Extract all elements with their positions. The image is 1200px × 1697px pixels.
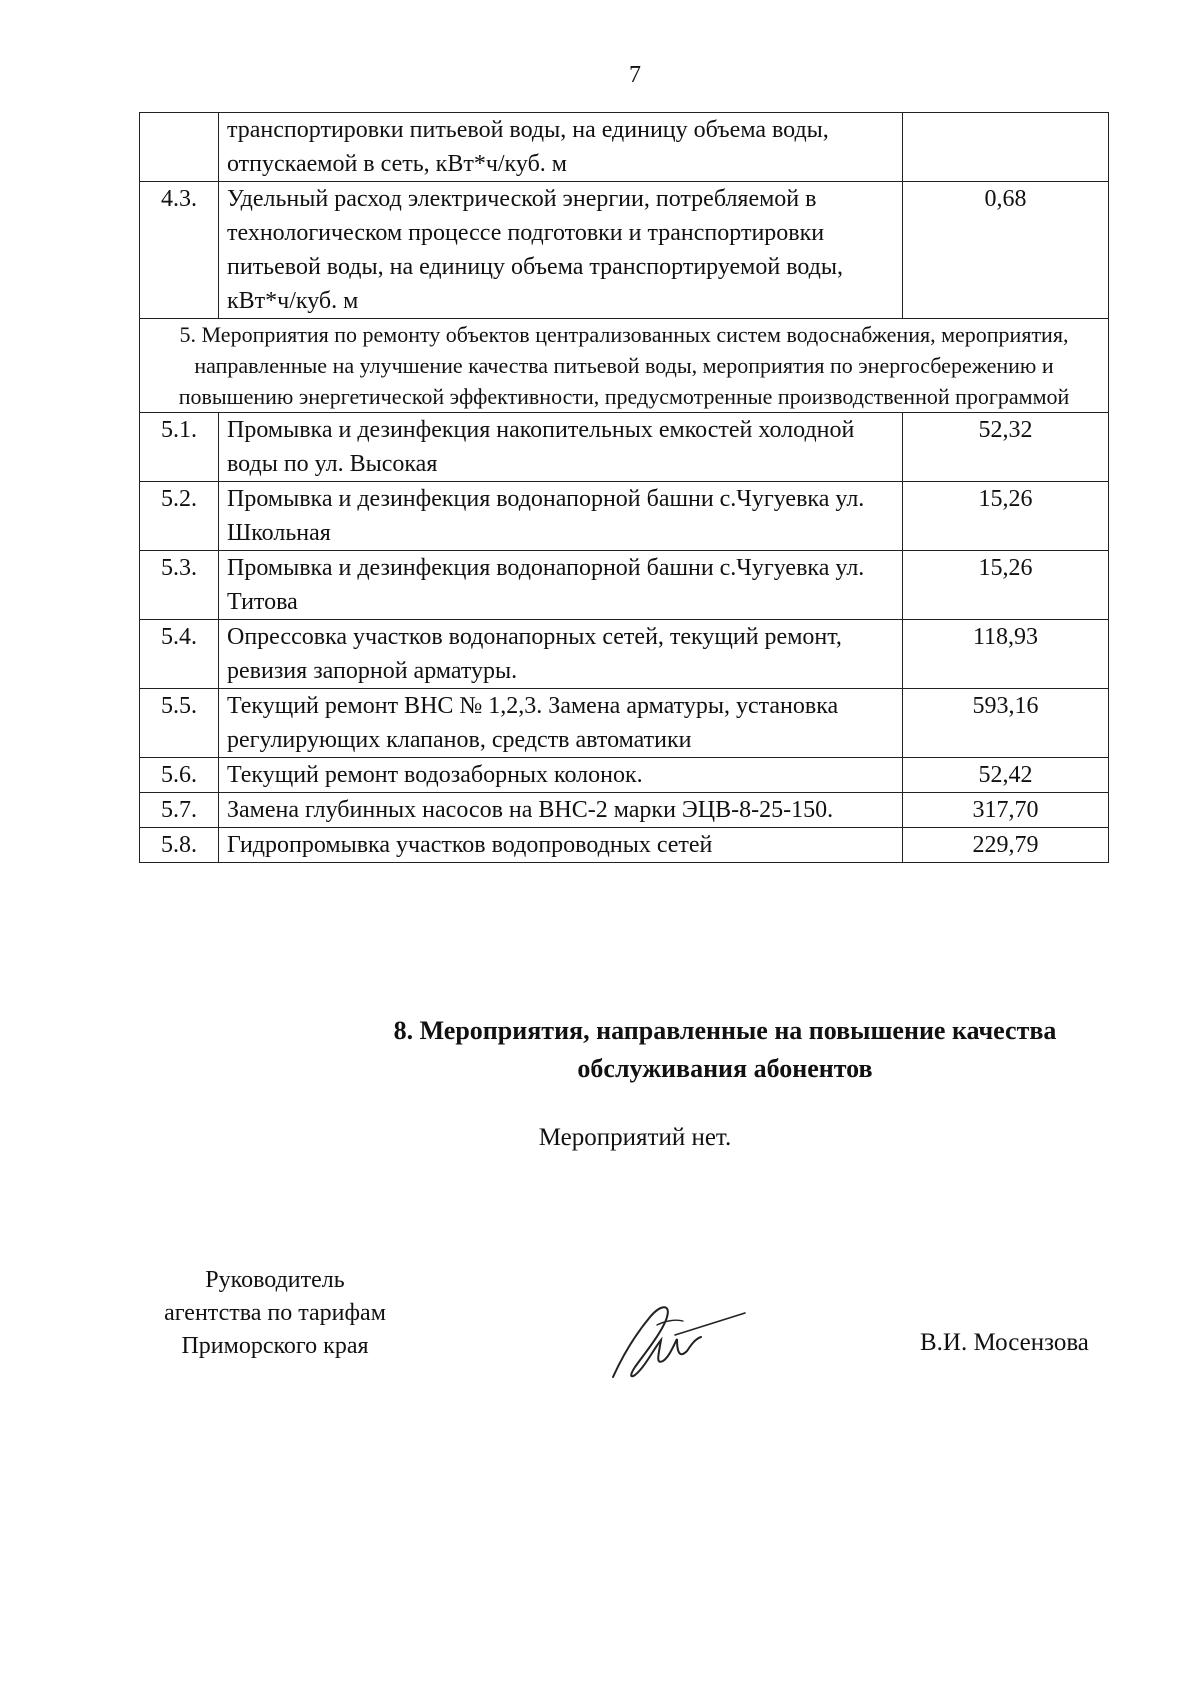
table-row — [140, 113, 1109, 182]
row-description: Текущий ремонт водозаборных колонок. — [219, 758, 903, 793]
signer-title-line: агентства по тарифам — [164, 1300, 386, 1326]
row-number: 5.8. — [140, 828, 219, 863]
section-header-row — [140, 319, 1109, 413]
row-description: Текущий ремонт ВНС № 1,2,3. Замена арматуры, установка регулирующих клапанов, средств автоматики — [219, 689, 903, 758]
row-description: Удельный расход электрической энергии, потребляемой в технологическом процессе подготовки и транспортировки питьевой воды, на единицу объема транспортируемой воды, кВт*ч/куб. м — [219, 182, 903, 319]
table-row — [140, 793, 1109, 828]
table-row — [140, 413, 1109, 482]
table-row — [140, 620, 1109, 689]
row-value: 0,68 — [903, 182, 1109, 319]
table-row — [140, 482, 1109, 551]
section-8-heading-line: 8. Мероприятия, направленные на повышение качества — [393, 1016, 1057, 1045]
row-value: 52,42 — [903, 758, 1109, 793]
row-number: 5.3. — [140, 551, 219, 620]
row-number: 5.6. — [140, 758, 219, 793]
row-description: Гидропромывка участков водопроводных сетей — [219, 828, 903, 863]
table-row — [140, 689, 1109, 758]
row-number: 5.1. — [140, 413, 219, 482]
row-description: Промывка и дезинфекция водонапорной башни с.Чугуевка ул. Школьная — [219, 482, 903, 551]
measures-table — [139, 112, 1109, 863]
row-number: 5.7. — [140, 793, 219, 828]
row-number: 5.5. — [140, 689, 219, 758]
table-row — [140, 828, 1109, 863]
table-row — [140, 758, 1109, 793]
row-number: 5.2. — [140, 482, 219, 551]
row-description: транспортировки питьевой воды, на единицу объема воды, отпускаемой в сеть, кВт*ч/куб. м — [219, 113, 903, 182]
row-description: Промывка и дезинфекция водонапорной башни с.Чугуевка ул. Титова — [219, 551, 903, 620]
handwritten-signature-icon — [605, 1295, 755, 1385]
row-number — [140, 113, 219, 182]
table-row — [140, 182, 1109, 319]
table-row — [140, 551, 1109, 620]
section-5-title: 5. Мероприятия по ремонту объектов централизованных систем водоснабжения, мероприятия, направленные на улучшение качества питьевой воды, мероприятия по энергосбережению и повышению энергетической эффективности, предусмотренные производственной программой — [140, 319, 1109, 413]
row-value: 15,26 — [903, 551, 1109, 620]
row-value: 317,70 — [903, 793, 1109, 828]
row-description: Опрессовка участков водонапорных сетей, текущий ремонт, ревизия запорной арматуры. — [219, 620, 903, 689]
row-number: 5.4. — [140, 620, 219, 689]
row-value: 593,16 — [903, 689, 1109, 758]
page-number: 7 — [629, 62, 641, 88]
signer-title-line: Руководитель — [205, 1267, 345, 1293]
row-value: 229,79 — [903, 828, 1109, 863]
row-value: 52,32 — [903, 413, 1109, 482]
row-value: 15,26 — [903, 482, 1109, 551]
row-number: 4.3. — [140, 182, 219, 319]
row-description: Замена глубинных насосов на ВНС-2 марки ЭЦВ-8-25-150. — [219, 793, 903, 828]
signer-title-line: Приморского края — [181, 1333, 369, 1359]
row-value — [903, 113, 1109, 182]
section-8-heading-line: обслуживания абонентов — [577, 1054, 873, 1083]
row-description: Промывка и дезинфекция накопительных емкостей холодной воды по ул. Высокая — [219, 413, 903, 482]
section-8-note: Мероприятий нет. — [538, 1124, 732, 1151]
signer-name: В.И. Мосензова — [920, 1329, 1089, 1356]
section-8-heading — [180, 1012, 1200, 1088]
row-value: 118,93 — [903, 620, 1109, 689]
signer-title — [135, 1264, 415, 1363]
